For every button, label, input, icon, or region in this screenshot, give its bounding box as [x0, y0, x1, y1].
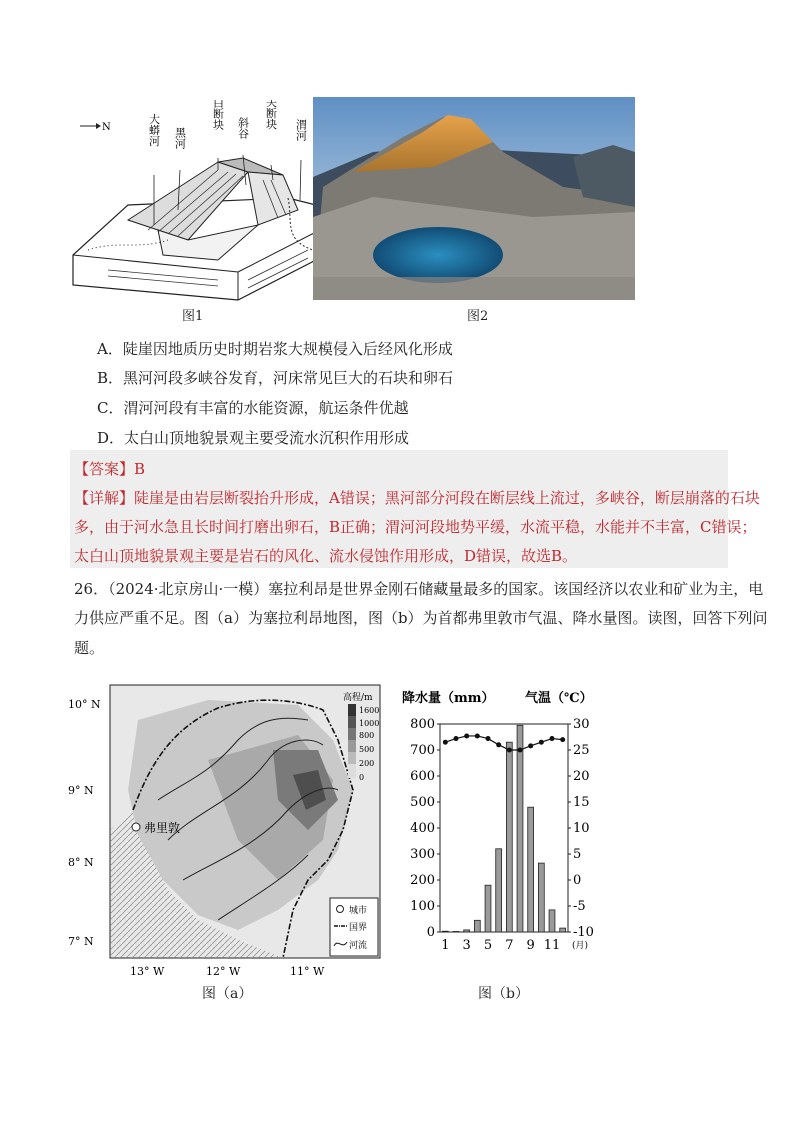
precip-tick-label: 600 — [410, 769, 435, 784]
label-heihe: 黑河 — [173, 127, 187, 149]
temp-tick-label: 25 — [573, 743, 590, 758]
temp-tick-label: 20 — [573, 769, 590, 784]
temp-point — [496, 742, 501, 747]
lat-8n: 8° N — [68, 856, 94, 869]
climate-chart — [400, 684, 615, 964]
map-a — [68, 680, 388, 980]
temp-point — [454, 736, 459, 741]
temp-point — [550, 736, 555, 741]
answer-label: 【答案】B — [74, 460, 146, 478]
month-tick-label: 3 — [462, 938, 471, 953]
north-label: N — [102, 122, 111, 133]
temp-tick-label: 10 — [573, 821, 590, 836]
option-a: A．陡崖因地质历史时期岩浆大规模侵入后经风化形成 — [97, 340, 453, 358]
precip-tick-label: 100 — [410, 899, 435, 914]
precip-tick-label: 0 — [426, 925, 435, 940]
elev-tick-0: 0 — [359, 773, 365, 782]
temp-tick-label: 5 — [573, 847, 582, 862]
label-damanghe: 大蟒河 — [147, 113, 161, 147]
precip-bar — [549, 910, 555, 932]
lat-7n: 7° N — [68, 935, 94, 948]
answer-detail-line-3: 太白山顶地貌景观主要是岩石的风化、流水侵蚀作用形成，D错误，故选B。 — [74, 547, 578, 565]
label-weihe: 渭河 — [294, 119, 308, 141]
chart-title-precip: 降水量（mm） — [402, 691, 495, 706]
precip-tick-label: 700 — [410, 743, 435, 758]
month-unit-label: (月) — [572, 941, 589, 951]
temp-point — [475, 733, 480, 738]
elev-tick-500: 500 — [359, 745, 375, 754]
month-tick-label: 11 — [543, 938, 561, 953]
temp-tick-label: 0 — [573, 873, 582, 888]
label-dasanguan: 大散关断块 — [264, 100, 278, 130]
month-tick-label: 7 — [505, 938, 514, 953]
precip-bar — [506, 742, 512, 932]
option-c: C．渭河河段有丰富的水能资源，航运条件优越 — [97, 399, 409, 417]
elev-tick-800: 800 — [359, 731, 375, 740]
lat-10n: 10° N — [68, 698, 101, 711]
precip-tick-label: 400 — [410, 821, 435, 836]
lat-9n: 9° N — [68, 784, 94, 797]
precip-bar — [474, 920, 480, 932]
question-26-line-3: 题。 — [74, 639, 105, 657]
temp-tick-label: -10 — [573, 925, 594, 940]
month-tick-label: 1 — [441, 938, 450, 953]
lon-11w: 11° W — [290, 965, 325, 978]
elev-tick-1600: 1600 — [359, 706, 380, 715]
precip-bar — [517, 725, 523, 932]
temp-tick-label: 30 — [573, 717, 590, 732]
temp-point — [560, 737, 565, 742]
temp-point — [507, 748, 512, 753]
lon-12w: 12° W — [206, 965, 241, 978]
elev-title: 高程/m — [343, 693, 373, 703]
chart-title-temp: 气温（℃） — [525, 691, 593, 706]
chart-b-caption: 图（b） — [478, 986, 529, 1002]
legend-city: 城市 — [349, 906, 368, 916]
option-d: D．太白山顶地貌景观主要受流水沉积作用形成 — [97, 429, 410, 447]
city-label: 弗里敦 — [144, 821, 181, 835]
precip-bar — [442, 931, 448, 932]
temp-point — [518, 748, 523, 753]
precip-bar — [464, 930, 470, 932]
month-tick-label: 9 — [526, 938, 535, 953]
temp-tick-label: 15 — [573, 795, 590, 810]
map-a-caption: 图（a） — [202, 986, 253, 1002]
figure-1 — [68, 100, 318, 305]
block-diagram — [68, 100, 318, 305]
precip-bar — [528, 807, 534, 932]
option-b: B．黑河河段多峡谷发育，河床常见巨大的石块和卵石 — [97, 369, 454, 387]
temp-point — [486, 736, 491, 741]
temp-point — [443, 740, 448, 745]
precip-tick-label: 500 — [410, 795, 435, 810]
lon-13w: 13° W — [130, 965, 165, 978]
fig2-caption: 图2 — [467, 309, 489, 324]
precip-bar — [538, 863, 544, 932]
legend-border: 国界 — [349, 923, 368, 933]
month-tick-label: 5 — [483, 938, 493, 953]
answer-detail-line-1: 【详解】陡崖是由岩层断裂抬升形成，A错误；黑河部分河段在断层线上流过，多峡谷，断层崩落的石块 — [74, 489, 760, 507]
precip-tick-label: 300 — [410, 847, 435, 862]
precip-bar — [453, 931, 459, 932]
precip-bar — [560, 928, 566, 932]
temp-tick-label: -5 — [573, 899, 586, 914]
question-26-line-1: 26．（2024·北京房山·一模）塞拉利昂是世界金刚石储藏量最多的国家。该国经济以农业和矿业为主，电 — [74, 580, 764, 598]
chart-plot-frame — [440, 724, 568, 932]
answer-detail-line-2: 多，由于河水急且长时间打磨出卵石，B正确；渭河河段地势平缓，水流平稳，水能并不丰富，C错误； — [74, 518, 757, 536]
elev-tick-200: 200 — [359, 759, 375, 768]
precip-tick-label: 200 — [410, 873, 435, 888]
legend-river: 河流 — [349, 941, 368, 951]
precip-tick-label: 800 — [410, 717, 435, 732]
temp-point — [464, 733, 469, 738]
label-xiegu: 斜谷 — [236, 117, 250, 139]
label-taibai: 太白断块 — [211, 100, 225, 130]
temp-point — [528, 743, 533, 748]
precip-bar — [485, 885, 491, 932]
temp-point — [539, 740, 544, 745]
elev-tick-1000: 1000 — [359, 719, 380, 728]
figure-2-photo — [313, 97, 635, 300]
question-26-line-2: 力供应严重不足。图（a）为塞拉利昂地图，图（b）为首都弗里敦市气温、降水量图。读图，回答下列问 — [74, 609, 768, 627]
fig1-caption: 图1 — [182, 309, 204, 324]
precip-bar — [496, 849, 502, 932]
